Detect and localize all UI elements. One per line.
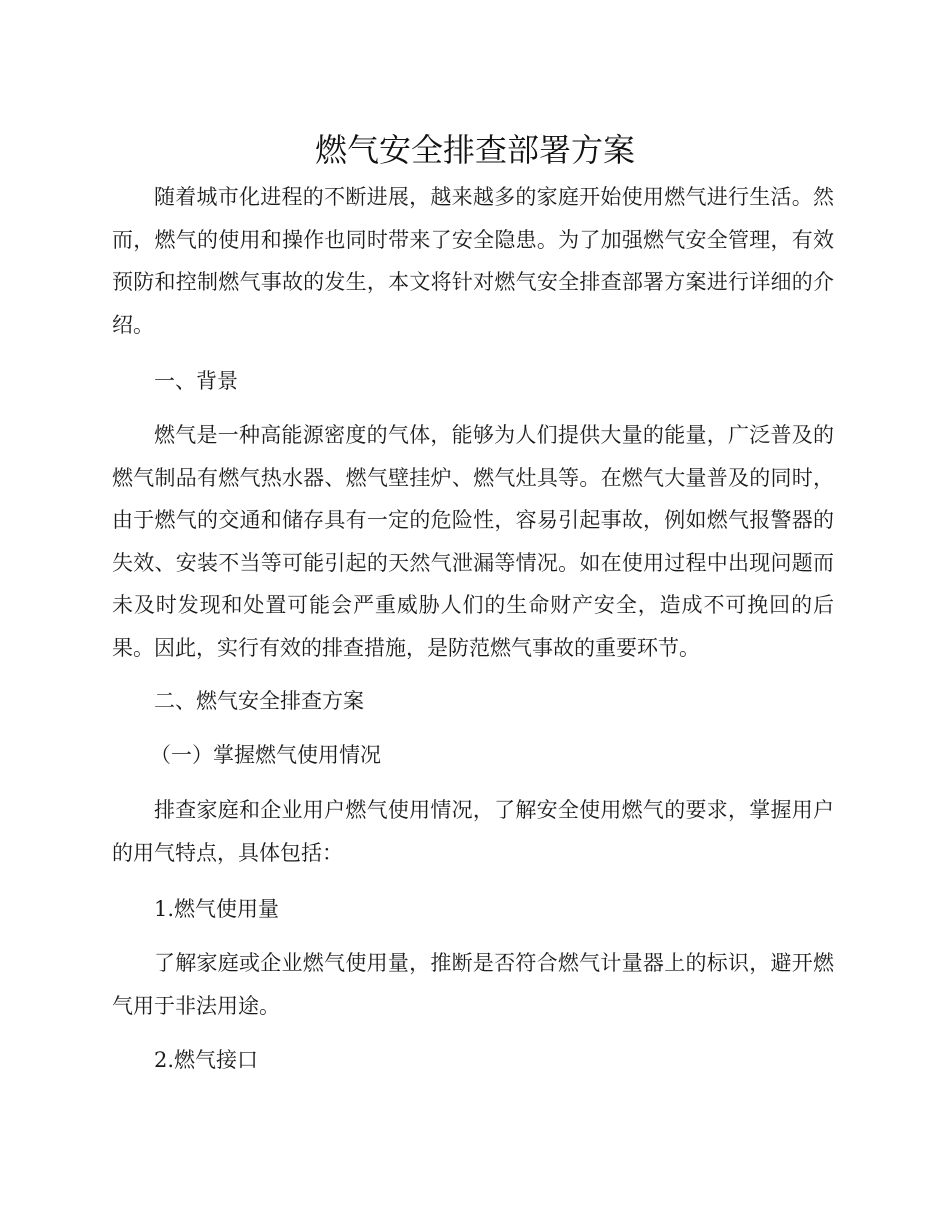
- item-heading-interface: 2.燃气接口: [154, 1048, 259, 1072]
- section-heading-inspection-plan: 二、燃气安全排查方案: [154, 689, 364, 713]
- item-heading-consumption: 1.燃气使用量: [154, 897, 280, 921]
- background-paragraph: 燃气是一种高能源密度的气体，能够为人们提供大量的能量，广泛普及的燃气制品有燃气热水器、燃气壁挂炉、燃气灶具等。在燃气大量普及的同时，由于燃气的交通和储存具有一定的危险性，容易引起事故，例如燃气报警器的失效、安装不当等可能引起的天然气泄漏等情况。如在使用过程中出现问题而未及时发现和处置可能会严重威胁人们的生命财产安全，造成不可挽回的后果。因此，实行有效的排查措施，是防范燃气事故的重要环节。: [112, 423, 834, 660]
- section-heading-background: 一、背景: [154, 369, 238, 393]
- subsection-heading-usage: （一）掌握燃气使用情况: [150, 743, 381, 767]
- consumption-paragraph: 了解家庭或企业燃气使用量，推断是否符合燃气计量器上的标识，避开燃气用于非法用途。: [112, 951, 834, 1018]
- document-title: 燃气安全排查部署方案: [314, 131, 635, 169]
- intro-paragraph: 随着城市化进程的不断进展，越来越多的家庭开始使用燃气进行生活。然而，燃气的使用和操作也同时带来了安全隐患。为了加强燃气安全管理，有效预防和控制燃气事故的发生，本文将针对燃气安全排查部署方案进行详细的介绍。: [112, 185, 834, 337]
- usage-paragraph: 排查家庭和企业用户燃气使用情况，了解安全使用燃气的要求，掌握用户的用气特点，具体包括：: [112, 798, 834, 865]
